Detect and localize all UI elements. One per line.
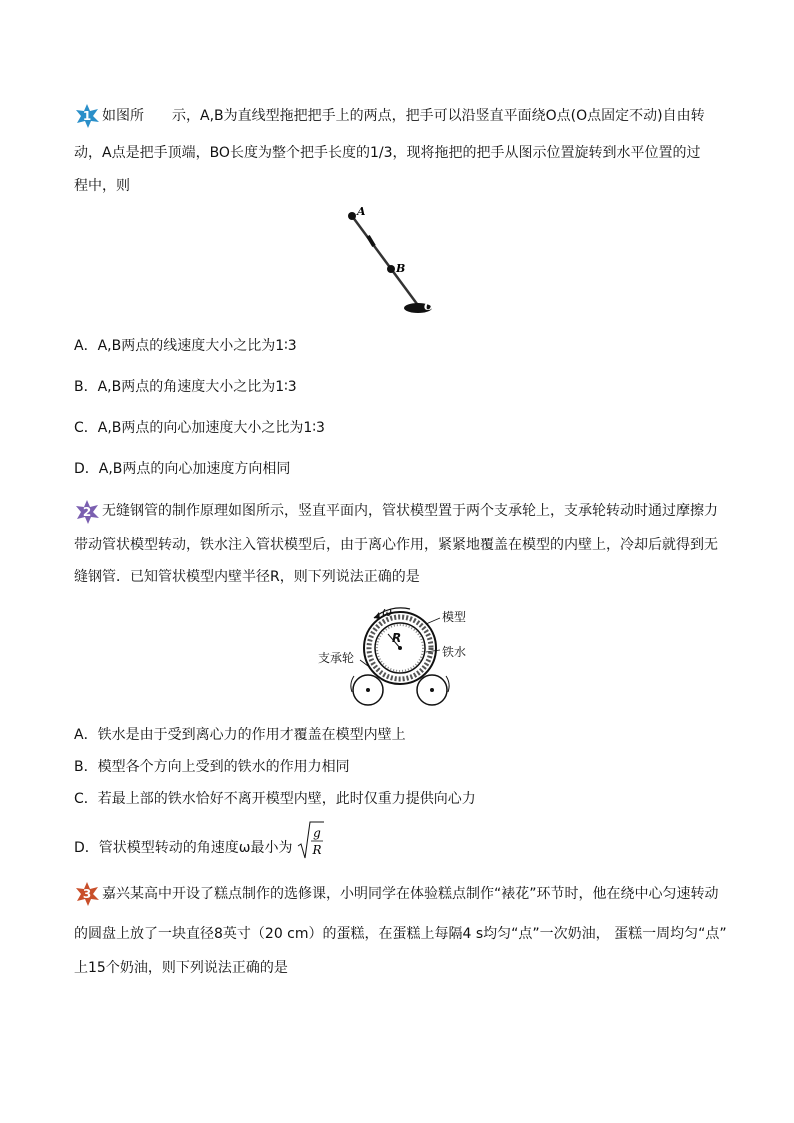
svg-text:3: 3 (82, 887, 92, 901)
q1-option-d[interactable]: D．A,B两点的向心加速度方向相同 (74, 461, 291, 477)
q2-option-a[interactable]: A．铁水是由于受到离心力的作用才覆盖在模型内壁上 (74, 727, 406, 743)
q2-option-d-text: D．管状模型转动的角速度ω最小为 (74, 840, 293, 856)
question-number-badge-2 (74, 499, 100, 525)
q2-stem-line-3: 缝钢管．已知管状模型内壁半径R，则下列说法正确的是 (74, 569, 420, 585)
sqrt-g-over-r (297, 820, 325, 862)
point-a-dot (348, 212, 356, 220)
omega-label: ω (382, 605, 393, 619)
svg-text:R: R (312, 843, 322, 857)
q1-option-a[interactable]: A．A,B两点的线速度大小之比为1∶3 (74, 338, 297, 354)
q3-stem-line-2: 的圆盘上放了一块直径8英寸（20 cm）的蛋糕，在蛋糕上每隔4 s均匀“点”一次奶油， 蛋糕一周均匀“点” (74, 926, 727, 942)
label-a: A (357, 205, 366, 218)
q1-stem-line-2: 动，A点是把手顶端，BO长度为整个把手长度的1/3，现将拖把的把手从图示位置旋转到水平位置的过 (74, 145, 701, 161)
q1-option-b[interactable]: B．A,B两点的角速度大小之比为1∶3 (74, 379, 297, 395)
q1-option-c[interactable]: C．A,B两点的向心加速度大小之比为1∶3 (74, 420, 325, 436)
svg-text:g: g (313, 826, 321, 840)
q1-stem-line-3: 程中，则 (74, 178, 130, 194)
q1-mop-handle-figure (330, 200, 440, 325)
q3-stem-line-3: 上15个奶油，则下列说法正确的是 (74, 960, 288, 976)
q2-stem-line-2: 带动管状模型转动，铁水注入管状模型后，由于离心作用，紧紧地覆盖在模型的内壁上，冷却后就得到无 (74, 537, 718, 553)
svg-text:2: 2 (82, 505, 92, 519)
q3-stem-line-1: 嘉兴某高中开设了糕点制作的选修课，小明同学在体验糕点制作“裱花”环节时，他在绕中心匀速转动 (102, 886, 719, 902)
point-b-dot (387, 265, 395, 273)
q2-stem-line-1: 无缝钢管的制作原理如图所示，竖直平面内，管状模型置于两个支承轮上，支承轮转动时通过摩擦力 (102, 503, 718, 519)
support-wheel-label: 支承轮 (318, 651, 355, 665)
radius-label: R (392, 631, 402, 645)
label-o: O (424, 300, 434, 313)
q1-stem-line-1: 如图所 示，A,B为直线型拖把把手上的两点，把手可以沿竖直平面绕O点(O点固定不动)自由转 (102, 108, 705, 124)
q2-seamless-pipe-figure (310, 600, 500, 710)
q2-option-d[interactable] (74, 826, 325, 862)
question-number-badge-1 (74, 103, 100, 129)
svg-text:1: 1 (82, 109, 92, 123)
q2-option-b[interactable]: B．模型各个方向上受到的铁水的作用力相同 (74, 759, 350, 775)
question-number-badge-3 (74, 881, 100, 907)
molten-iron-label: 铁水 (442, 645, 467, 659)
label-b: B (396, 262, 406, 275)
model-label: 模型 (442, 610, 467, 624)
q2-option-c[interactable]: C．若最上部的铁水恰好不离开模型内壁，此时仅重力提供向心力 (74, 791, 476, 807)
